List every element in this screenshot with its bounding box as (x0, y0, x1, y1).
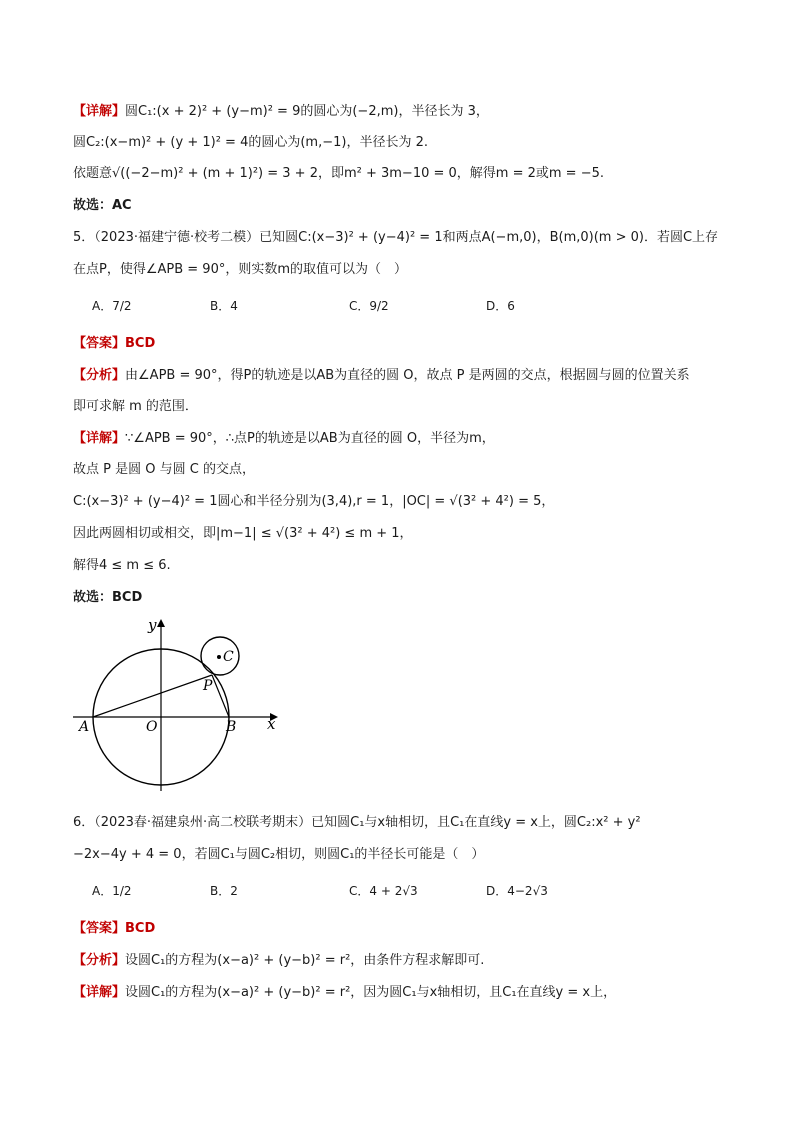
q5-detail-line-3: C:(x−3)² + (y−4)² = 1圆心和半径分别为(3,4),r = 1，|OC| = √(3² + 4²) = 5， (73, 494, 555, 509)
q5-option-a: A．7/2 (92, 299, 132, 313)
q5-option-b: B．4 (210, 299, 238, 313)
detail-line-1 (73, 103, 489, 121)
detail-line-2: 圆C₂:(x−m)² + (y + 1)² = 4的圆心为(m,−1)，半径长为 2. (73, 135, 428, 150)
label-c: C (223, 649, 234, 665)
q5-choice-line: 故选：BCD (73, 590, 143, 605)
q6-stem-line-1: 6．（2023春·福建泉州·高二校联考期末）已知圆C₁与x轴相切，且C₁在直线y = x上，圆C₂:x² + y² (73, 815, 641, 830)
q6-analysis-text: 设圆C₁的方程为(x−a)² + (y−b)² = r²，由条件方程求解即可. (125, 953, 485, 968)
detail-line-3: 依题意√((−2−m)² + (m + 1)²) = 3 + 2，即m² + 3m−10 = 0，解得m = 2或m = −5. (73, 166, 605, 181)
choice-line: 故选：AC (73, 198, 132, 213)
q5-detail-line-4: 因此两圆相切或相交，即|m−1| ≤ √(3² + 4²) ≤ m + 1， (73, 526, 413, 541)
q5-analysis-text: 由∠APB = 90°，得P的轨迹是以AB为直径的圆 O，故点 P 是两圆的交点，根据圆与圆的位置关系 (125, 368, 690, 383)
q6-option-a: A．1/2 (92, 884, 132, 898)
detail-tag: 【详解】 (73, 104, 126, 119)
q5-analysis-line-2: 即可求解 m 的范围． (73, 399, 198, 414)
q6-option-c: C．4 + 2√3 (349, 884, 418, 898)
answer-tag: 【答案】 (73, 921, 126, 936)
label-p: P (203, 678, 213, 694)
q5-option-d: D．6 (486, 299, 515, 313)
label-b: B (226, 719, 237, 735)
q5-stem-line-1: 5．（2023·福建宁德·校考二模）已知圆C:(x−3)² + (y−4)² = 1和两点A(−m,0)，B(m,0)(m > 0)．若圆C上存 (73, 230, 719, 245)
answer-tag: 【答案】 (73, 336, 126, 351)
q5-detail-line-1 (73, 430, 495, 448)
label-o: O (146, 719, 158, 735)
segment-pb (212, 675, 229, 717)
q6-answer: BCD (125, 921, 156, 936)
q5-answer: BCD (125, 336, 156, 351)
q5-detail-line-5: 解得4 ≤ m ≤ 6. (73, 558, 171, 573)
q5-detail-text: ∵∠APB = 90°，∴点P的轨迹是以AB为直径的圆 O，半径为m， (125, 431, 495, 446)
q5-option-c: C．9/2 (349, 299, 389, 313)
q6-stem-line-2: −2x−4y + 4 = 0，若圆C₁与圆C₂相切，则圆C₁的半径长可能是（ ） (73, 847, 485, 862)
label-y: y (148, 616, 157, 634)
q6-analysis-line (73, 952, 484, 970)
q6-option-d: D．4−2√3 (486, 884, 548, 898)
center-c-dot (217, 655, 221, 659)
segment-ap (93, 675, 212, 717)
q6-detail-line (73, 984, 616, 1002)
q5-analysis-line-1 (73, 367, 690, 385)
q5-answer-line (73, 335, 155, 353)
detail-text: 圆C₁:(x + 2)² + (y−m)² = 9的圆心为(−2,m)，半径长为 3， (125, 104, 489, 119)
label-a: A (79, 719, 90, 735)
analysis-tag: 【分析】 (73, 953, 126, 968)
q6-answer-line (73, 920, 155, 938)
detail-tag: 【详解】 (73, 985, 126, 1000)
label-x: x (267, 715, 276, 733)
circle-figure (70, 613, 290, 793)
q6-option-b: B．2 (210, 884, 238, 898)
q6-detail-text: 设圆C₁的方程为(x−a)² + (y−b)² = r²，因为圆C₁与x轴相切，且C₁在直线y = x上， (125, 985, 617, 1000)
analysis-tag: 【分析】 (73, 368, 126, 383)
detail-tag: 【详解】 (73, 431, 126, 446)
q5-detail-line-2: 故点 P 是圆 O 与圆 C 的交点， (73, 462, 255, 477)
y-axis-arrow (157, 619, 165, 627)
q5-stem-line-2: 在点P，使得∠APB = 90°，则实数m的取值可以为（ ） (73, 262, 408, 277)
